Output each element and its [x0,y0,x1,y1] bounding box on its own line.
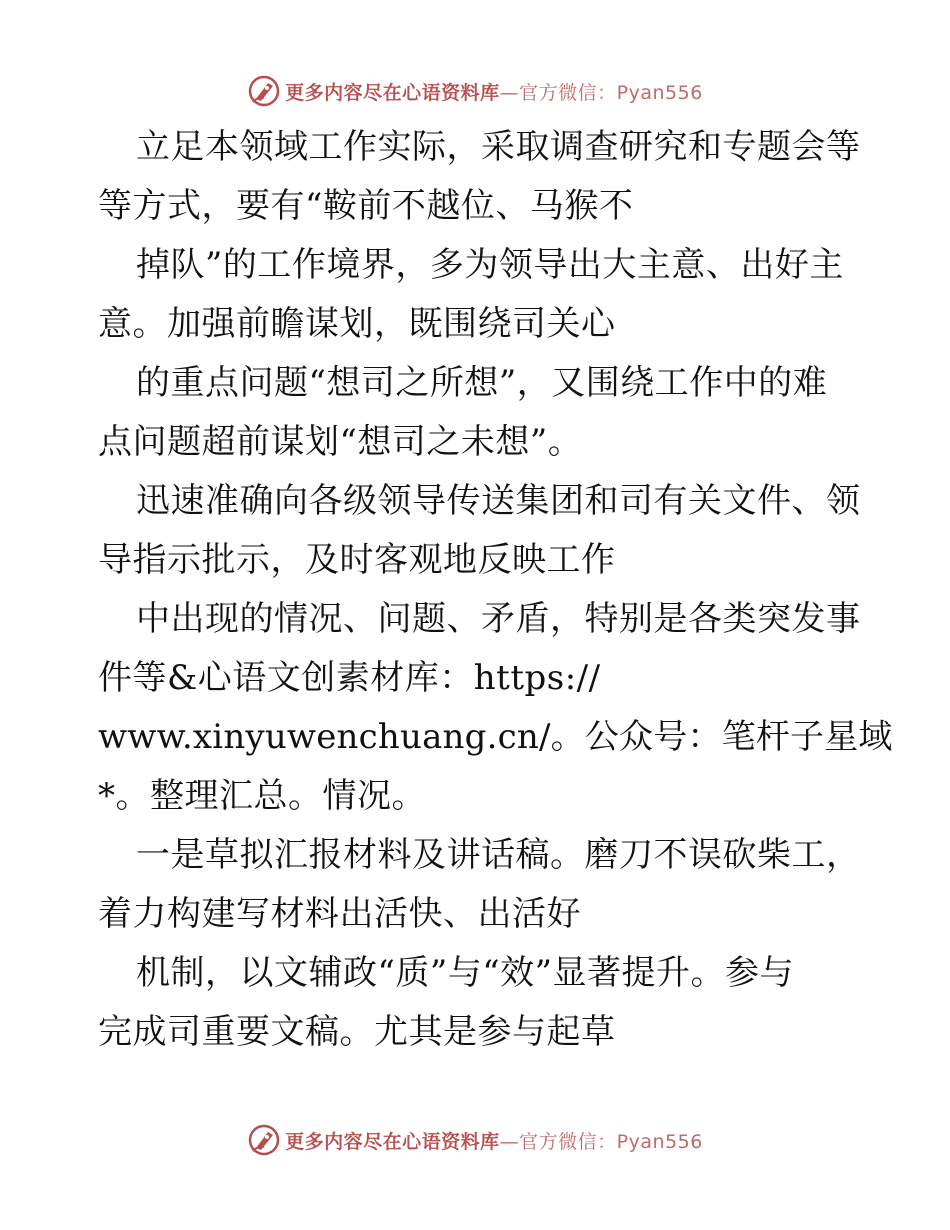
text-line: 掉队”的工作境界，多为领导出大主意、出好主 [136,245,844,285]
text-line: 等方式，要有“鞍前不越位、马猴不 [98,186,634,226]
header-brand: 更多内容尽在心语资料库 [285,81,500,104]
document-body [98,118,893,1062]
footer-banner [0,1120,950,1160]
text-line: 导指示批示，及时客观地反映工作 [98,540,616,580]
text-line: 机制，以文辅政“质”与“效”显著提升。参与 [136,953,795,993]
header-text [285,78,703,105]
footer-wechat: 官方微信：Pyan556 [519,1130,703,1153]
header-wechat: 官方微信：Pyan556 [519,81,703,104]
text-line: 立足本领域工作实际，采取调查研究和专题会等 [136,127,861,167]
footer-separator: — [499,1130,520,1153]
text-line: 一是草拟汇报材料及讲话稿。磨刀不误砍柴工， [136,835,861,875]
pen-nib-logo-icon [247,1123,281,1157]
pen-nib-logo-icon [247,74,281,108]
text-line: 迅速准确向各级领导传送集团和司有关文件、领 [136,481,861,521]
footer-text [285,1127,703,1154]
text-line: 中出现的情况、问题、矛盾，特别是各类突发事 [136,599,861,639]
text-line: www.xinyuwenchuang.cn/。公众号：笔杆子星域 [98,717,893,757]
text-line: 着力构建写材料出活快、出活好 [98,894,581,934]
header-banner [0,71,950,111]
text-line: 点问题超前谋划“想司之未想”。 [98,422,583,462]
header-separator: — [499,81,520,104]
text-line: *。整理汇总。情况。 [98,776,426,816]
text-line: 意。加强前瞻谋划，既围绕司关心 [98,304,616,344]
text-line: 完成司重要文稿。尤其是参与起草 [98,1012,616,1052]
text-line: 件等&心语文创素材库：https:// [98,658,601,698]
footer-brand: 更多内容尽在心语资料库 [285,1130,500,1153]
text-line: 的重点问题“想司之所想”，又围绕工作中的难 [136,363,828,403]
